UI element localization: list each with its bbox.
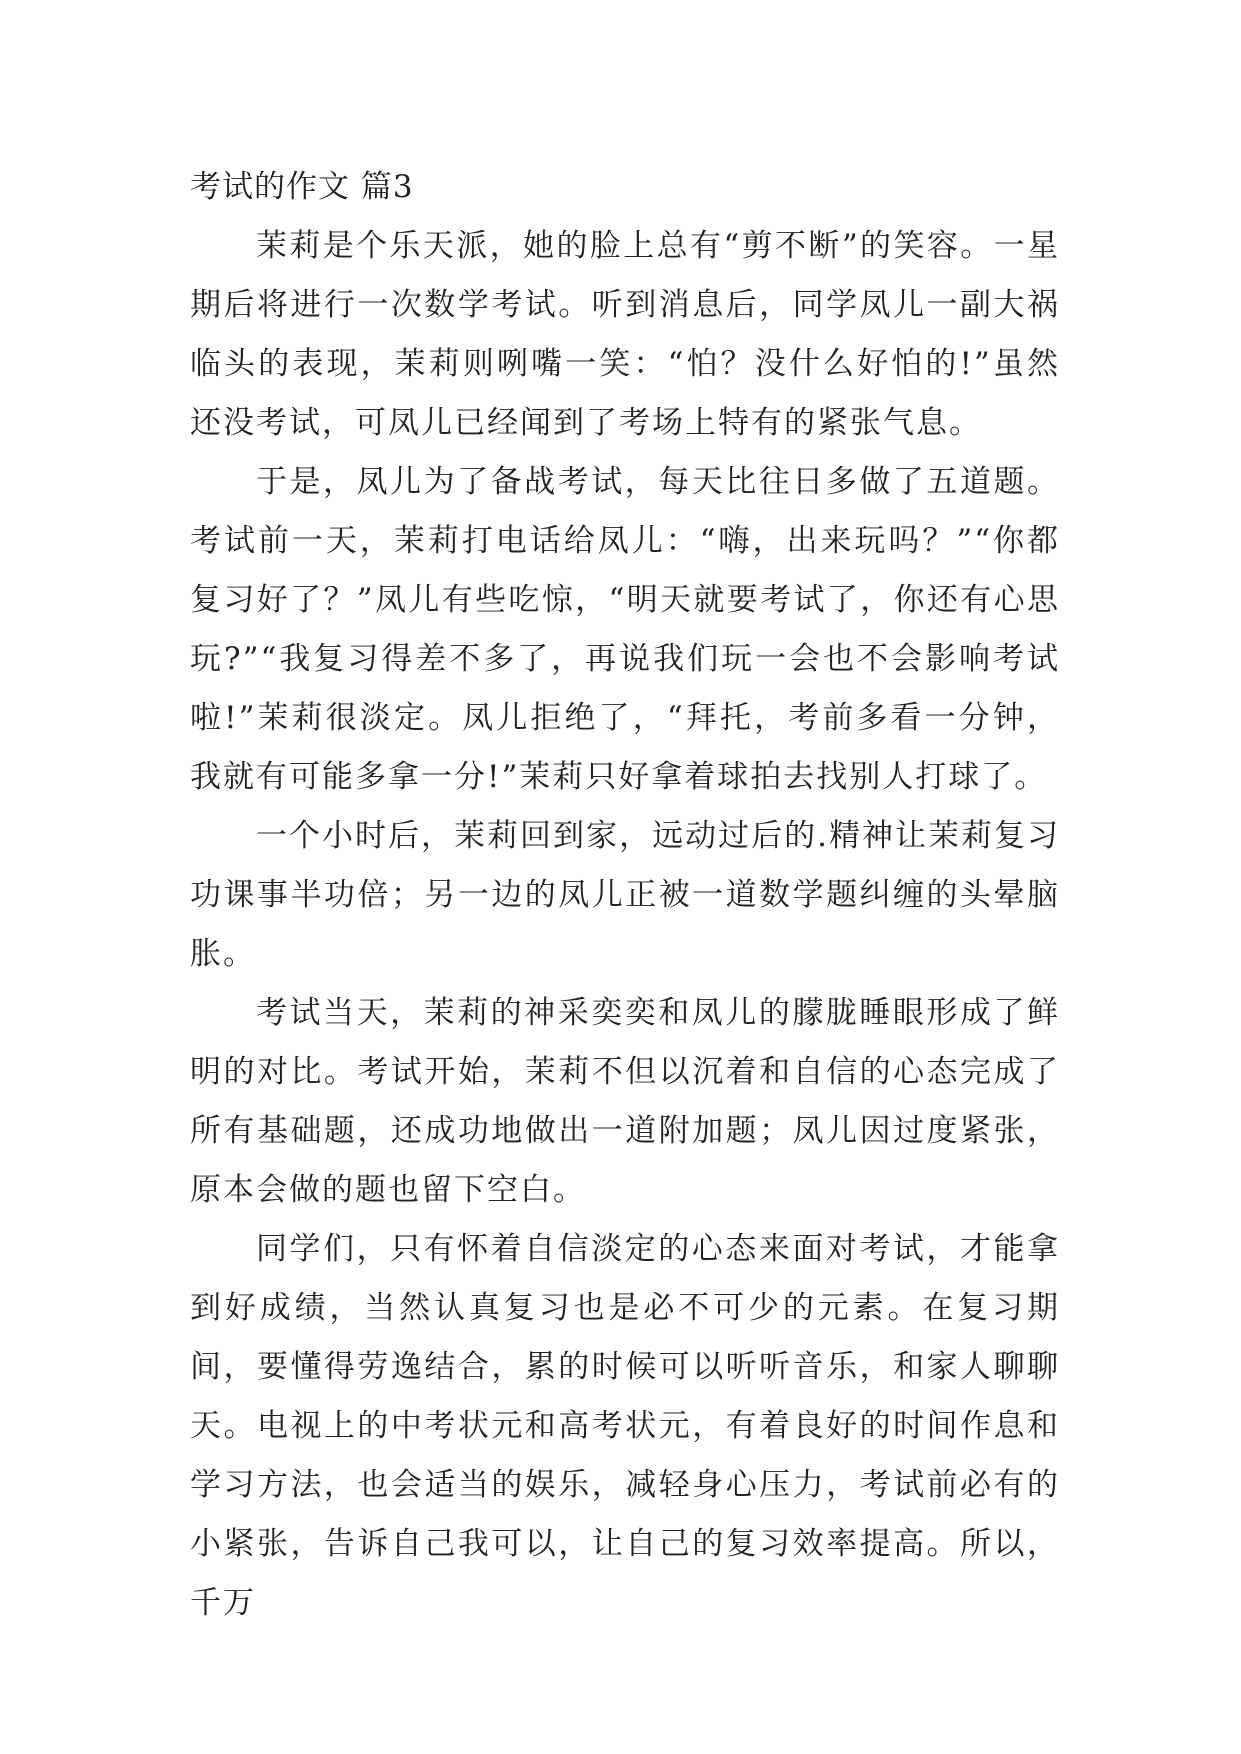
paragraph-1: 茉莉是个乐天派，她的脸上总有“剪不断”的笑容。一星期后将进行一次数学考试。听到消息后，同学凤儿一副大祸临头的表现，茉莉则咧嘴一笑：“怕？没什么好怕的!”虽然还没考试，可凤儿已经闻到了考场上特有的紧张气息。 <box>190 228 1060 441</box>
paragraph-3: 一个小时后，茉莉回到家，远动过后的.精神让茉莉复习功课事半功倍；另一边的凤儿正被一道数学题纠缠的头晕脑胀。 <box>190 818 1060 972</box>
paragraph-5: 同学们，只有怀着自信淡定的心态来面对考试，才能拿到好成绩，当然认真复习也是必不可少的元素。在复习期间，要懂得劳逸结合，累的时候可以听听音乐，和家人聊聊天。电视上的中考状元和高考状元，有着良好的时间作息和学习方法，也会适当的娱乐，减轻身心压力，考试前必有的小紧张，告诉自己我可以，让自己的复习效率提高。所以，千万 <box>190 1231 1060 1621</box>
document-body <box>190 158 1060 1633</box>
paragraph-4: 考试当天，茉莉的神采奕奕和凤儿的朦胧睡眼形成了鲜明的对比。考试开始，茉莉不但以沉着和自信的心态完成了所有基础题，还成功地做出一道附加题；凤儿因过度紧张，原本会做的题也留下空白。 <box>190 995 1060 1208</box>
essay-title: 考试的作文 篇3 <box>190 169 414 205</box>
paragraph-2: 于是，凤儿为了备战考试，每天比往日多做了五道题。考试前一天，茉莉打电话给凤儿：“嗨，出来玩吗？”“你都复习好了？”凤儿有些吃惊，“明天就要考试了，你还有心思玩?”“我复习得差不多了，再说我们玩一会也不会影响考试啦!”茉莉很淡定。凤儿拒绝了，“拜托，考前多看一分钟，我就有可能多拿一分!”茉莉只好拿着球拍去找别人打球了。 <box>190 464 1060 795</box>
